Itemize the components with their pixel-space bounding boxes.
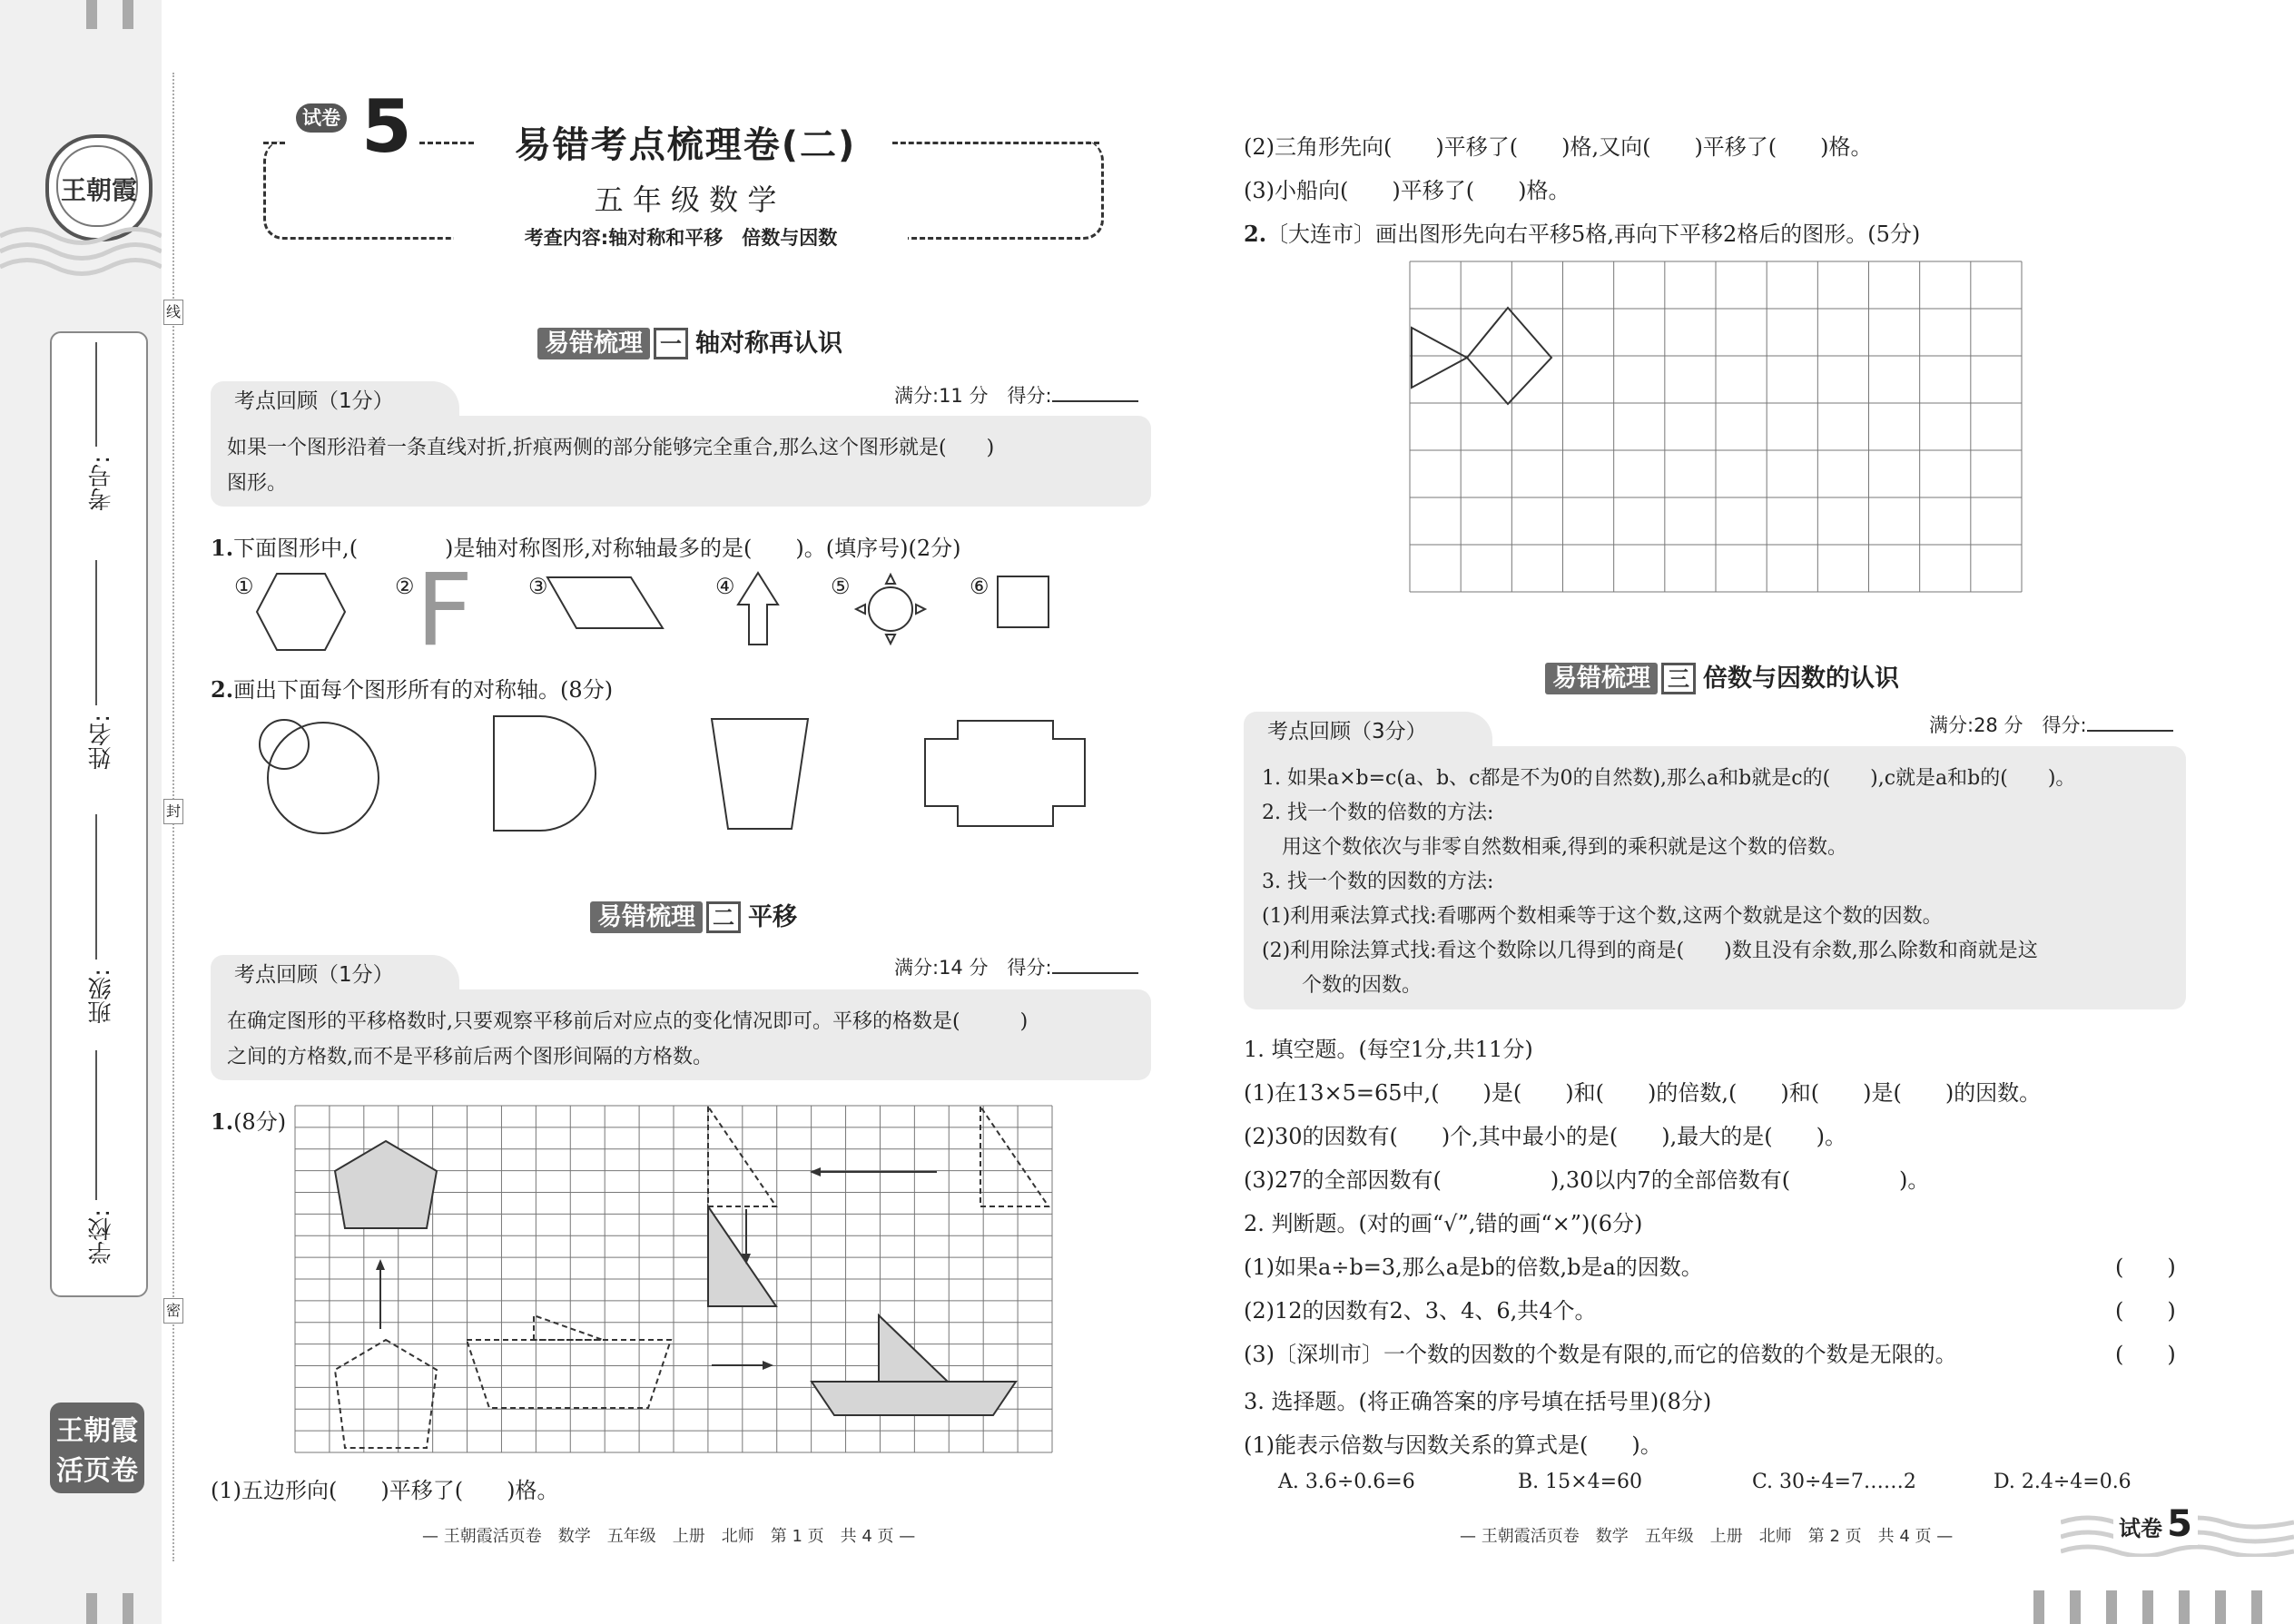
section3-review-line-5: (1)利用乘法算式找:看哪两个数相乘等于这个数,这两个数就是这个数的因数。 — [1262, 905, 1943, 928]
section2-q1 — [211, 1104, 286, 1136]
section1-q1 — [211, 530, 961, 562]
section2-full-score — [894, 953, 1138, 980]
paper-subtitle: 五 年 级 数 学 — [594, 182, 777, 217]
section2-full-score-text: 满分:14 分 — [894, 957, 989, 979]
field-exam-number-line[interactable] — [95, 342, 97, 447]
section3-q1-line-3: (3)27的全部因数有( ),30以内7的全部倍数有( )。 — [1244, 1167, 1930, 1193]
shape-letter-f: F — [416, 552, 474, 668]
section3-q2-head: 2. 判断题。(对的画“√”,错的画“×”)(6分) — [1244, 1211, 1643, 1236]
option-b[interactable]: B. 15×4=60 — [1518, 1471, 1643, 1493]
section3-review-line-2: 2. 找一个数的倍数的方法: — [1262, 802, 1494, 824]
right-footer: — 王朝霞活页卷 数学 五年级 上册 北师 第 2 页 共 4 页 — — [1460, 1527, 1954, 1546]
shape-square — [995, 574, 1053, 632]
section1-review-tab: 考点回顾（1分） — [211, 381, 459, 421]
header-dashed-top-left2 — [263, 142, 285, 144]
option-a[interactable]: A. 3.6÷0.6=6 — [1278, 1471, 1415, 1493]
section1-q2-text: 画出下面每个图形所有的对称轴。(8分) — [233, 677, 614, 703]
seal-char-3: 密 — [163, 1298, 183, 1324]
section3-review-line-1: 1. 如果a×b=c(a、b、c都是不为0的自然数),那么a和b就是c的( ),c就是a和b的( )。 — [1262, 767, 2076, 790]
field-class-label: 班级: — [88, 969, 115, 1024]
shape-label-2: ② — [395, 574, 415, 599]
section3-got-score-text: 得分: — [2042, 714, 2087, 736]
section2-got-score-text: 得分: — [1007, 957, 1052, 979]
section1-q2-num: 2. — [211, 676, 234, 703]
right-q2-text: 〔大连市〕画出图形先向右平移5格,再向下平移2格后的图形。(5分) — [1266, 221, 1921, 247]
shape-circle-with-triangles — [853, 572, 928, 646]
judge-paren-1[interactable]: ( ) — [2115, 1255, 2176, 1280]
section3-q1-line-2: (2)30的因数有( )个,其中最小的是( ),最大的是( )。 — [1244, 1124, 1846, 1149]
corner-label — [2113, 1503, 2198, 1545]
shape-parallelogram — [545, 574, 667, 632]
section3-q2-line-1: (1)如果a÷b=3,那么a是b的倍数,b是a的因数。 — [1244, 1255, 1703, 1280]
translation-grid — [294, 1105, 1053, 1453]
section3-title: 倍数与因数的认识 — [1703, 664, 1899, 693]
section2-badge: 易错梳理 — [590, 901, 703, 933]
section3-full-score — [1929, 711, 2173, 738]
section1-review-text-2: 图形。 — [227, 472, 288, 495]
option-c[interactable]: C. 30÷4=7……2 — [1752, 1471, 1916, 1493]
student-info-panel — [50, 331, 148, 1297]
section2-q1-num: 1. — [211, 1108, 234, 1135]
section2-score-blank[interactable] — [1052, 956, 1138, 974]
shape-label-5: ⑤ — [831, 574, 851, 599]
section3-review-line-7: 个数的因数。 — [1262, 974, 1423, 997]
sidebar-top-bars — [86, 0, 141, 29]
section3-full-score-text: 满分:28 分 — [1929, 714, 2023, 736]
section1-q2 — [211, 672, 613, 704]
fish-grid — [1409, 261, 2023, 593]
shape-label-1: ① — [234, 574, 254, 599]
brand-bottom-line1: 王朝霞 — [56, 1415, 138, 1447]
section2-number: 二 — [706, 901, 741, 933]
section2-review-text-2: 之间的方格数,而不是平移前后两个图形间隔的方格数。 — [227, 1046, 713, 1068]
section3-review-tab: 考点回顾（3分） — [1244, 712, 1492, 752]
section2-heading — [590, 897, 797, 932]
paper-title: 易错考点梳理卷(二) — [514, 124, 857, 166]
section3-q1-line-1: (1)在13×5=65中,( )是( )和( )的倍数,( )和( )是( )的因数。 — [1244, 1080, 2042, 1106]
corner-number: 5 — [2167, 1503, 2192, 1545]
section3-heading — [1545, 658, 1899, 694]
field-class-line[interactable] — [95, 814, 97, 960]
figure-notched-rectangle — [921, 717, 1089, 831]
figure-trapezoid — [708, 715, 812, 833]
section1-q1-num: 1. — [211, 535, 234, 561]
section3-number: 三 — [1661, 663, 1696, 694]
section1-heading — [537, 323, 842, 359]
shape-hexagon — [254, 570, 350, 654]
right-line-top-1: (2)三角形先向( )平移了( )格,又向( )平移了( )格。 — [1244, 134, 1873, 160]
section1-badge: 易错梳理 — [537, 328, 650, 359]
seal-char-1: 线 — [163, 300, 183, 325]
shape-label-6: ⑥ — [970, 574, 989, 599]
sidebar-wave-decoration — [0, 222, 162, 277]
section2-review-tab: 考点回顾（1分） — [211, 955, 459, 995]
paper-scope: 考查内容:轴对称和平移 倍数与因数 — [454, 223, 908, 251]
section3-q3-head: 3. 选择题。(将正确答案的序号填在括号里)(8分) — [1244, 1389, 1712, 1414]
section3-review-line-3: 用这个数依次与非零自然数相乘,得到的乘积就是这个数的倍数。 — [1262, 836, 1847, 859]
section2-q1-text: (8分) — [233, 1109, 287, 1135]
sidebar-bottom-bars — [86, 1593, 141, 1624]
section3-score-blank[interactable] — [2087, 714, 2173, 732]
field-school-label: 学校: — [88, 1209, 115, 1265]
section2-title: 平移 — [748, 903, 797, 931]
brand-seal-text: 王朝霞 — [60, 175, 137, 205]
figure-letter-d — [490, 713, 599, 835]
section1-full-score — [894, 381, 1138, 408]
section3-q2-line-3: (3)〔深圳市〕一个数的因数的个数是有限的,而它的倍数的个数是无限的。 — [1244, 1342, 1957, 1367]
section3-q1-head: 1. 填空题。(每空1分,共11分) — [1244, 1037, 1533, 1062]
seal-char-2: 封 — [163, 799, 183, 824]
shape-label-3: ③ — [528, 574, 548, 599]
field-exam-number-label: 考号: — [88, 456, 115, 511]
figure-two-circles — [254, 717, 386, 840]
right-line-top-2: (3)小船向( )平移了( )格。 — [1244, 178, 1570, 203]
right-q2 — [1244, 216, 1920, 248]
field-school-line[interactable] — [95, 1050, 97, 1200]
field-name-line[interactable] — [95, 560, 97, 705]
section1-review-box — [211, 416, 1151, 507]
section3-review-line-6: (2)利用除法算式找:看这个数除以几得到的商是( )数且没有余数,那么除数和商就是这 — [1262, 940, 2038, 962]
section3-review-line-4: 3. 找一个数的因数的方法: — [1262, 871, 1494, 893]
section2-sub1: (1)五边形向( )平移了( )格。 — [211, 1478, 559, 1503]
shape-label-4: ④ — [715, 574, 735, 599]
section1-score-blank[interactable] — [1052, 384, 1138, 402]
judge-paren-2[interactable]: ( ) — [2115, 1298, 2176, 1324]
section2-review-text-1: 在确定图形的平移格数时,只要观察平移前后对应点的变化情况即可。平移的格数是( ) — [227, 1010, 1029, 1033]
section1-q1-text: 下面图形中,( )是轴对称图形,对称轴最多的是( )。(填序号)(2分) — [233, 536, 961, 561]
header-dashed-top-left — [419, 142, 474, 144]
field-name-label: 姓名: — [88, 714, 115, 770]
corner-label-text: 试卷 — [2119, 1516, 2162, 1541]
paper-label-badge: 试卷 — [296, 103, 347, 133]
section3-q2-line-2: (2)12的因数有2、3、4、6,共4个。 — [1244, 1298, 1597, 1324]
header-dashed-top-right — [892, 142, 1099, 144]
left-footer: — 王朝霞活页卷 数学 五年级 上册 北师 第 1 页 共 4 页 — — [422, 1527, 916, 1546]
paper-number: 5 — [361, 84, 412, 169]
section3-q3-sub: (1)能表示倍数与因数关系的算式是( )。 — [1244, 1432, 1662, 1458]
right-q2-num: 2. — [1244, 221, 1267, 247]
section3-badge: 易错梳理 — [1545, 663, 1658, 694]
brand-bottom-logo — [50, 1403, 144, 1493]
section1-full-score-text: 满分:11 分 — [894, 385, 989, 407]
section1-got-score-text: 得分: — [1007, 385, 1052, 407]
judge-paren-3[interactable]: ( ) — [2115, 1342, 2176, 1367]
section1-number: 一 — [654, 328, 688, 359]
shape-arrow — [735, 570, 781, 648]
section1-title: 轴对称再认识 — [695, 330, 842, 358]
section1-review-text-1: 如果一个图形沿着一条直线对折,折痕两侧的部分能够完全重合,那么这个图形就是( ) — [227, 437, 995, 459]
option-d[interactable]: D. 2.4÷4=0.6 — [1994, 1471, 2132, 1493]
brand-bottom-line2: 活页卷 — [56, 1455, 138, 1487]
right-bottom-bars — [2033, 1590, 2294, 1624]
